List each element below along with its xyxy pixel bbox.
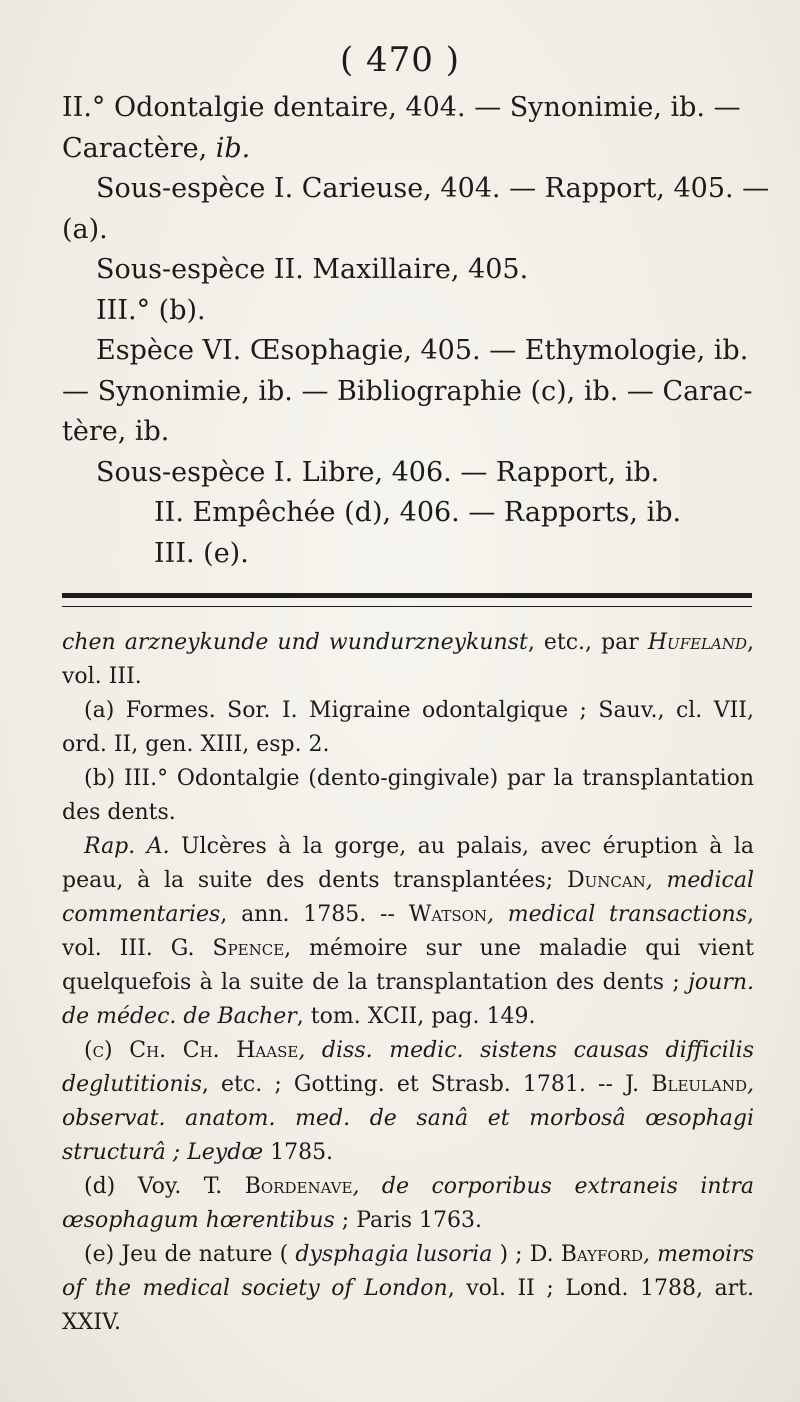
toc-line: Espèce VI. Œsophagie, 405. — Ethymologie, ib.	[96, 335, 749, 366]
footnote-continuation: chen arzneykunde und wundurzneykunst, etc., par Hufeland, vol. III.	[62, 630, 755, 689]
footnote-a: (a) Formes. Sor. I. Migraine odontalgique ; Sauv., cl. VII, ord. II, gen. XIII, esp. 2.	[62, 698, 754, 757]
footnote-c: (c) Ch. Ch. Haase, diss. medic. sistens causas difficilis deglutitionis, etc. ; Gotting. et Strasb. 1781. -- J. Bleuland, observat. anatom. med. de sanâ et morbosâ œsophagi structurâ ; Leydœ 1785.	[62, 1038, 755, 1165]
toc-line: III.° (b).	[96, 294, 206, 326]
toc-line: Caractère, ib.	[62, 132, 251, 164]
toc-line: III. (e).	[154, 537, 249, 569]
toc-line: — Synonimie, ib. — Bibliographie (c), ib. — Carac-	[62, 375, 753, 407]
toc-line: II. Empêchée (d), 406. — Rapports, ib.	[154, 497, 682, 528]
toc-line: Sous-espèce I. Carieuse, 404. — Rapport, 405. —	[96, 173, 770, 204]
footnote-rapport: Rap. A. Ulcères à la gorge, au palais, avec éruption à la peau, à la suite des dents transplantées; Duncan, medical commentaries, ann. 1785. -- Watson, medical transactions, vol. III. G. Spence, mémoire sur une maladie qui vient quelquefois à la suite de la transplantation des dents ; journ. de médec. de Bacher, tom. XCII, pag. 149.	[62, 834, 755, 1029]
footnote-b: (b) III.° Odontalgie (dento-gingivale) par la transplantation des dents.	[62, 766, 754, 825]
footnotes	[62, 626, 754, 1340]
footnote-separator-rule	[62, 593, 752, 607]
page-number: ( 470 )	[339, 40, 461, 80]
toc-line: Sous-espèce II. Maxillaire, 405.	[96, 254, 529, 285]
toc-line: (a).	[62, 213, 108, 245]
footnote-e: (e) Jeu de nature ( dysphagia lusoria ) ; D. Bayford, memoirs of the medical society of London, vol. II ; Lond. 1788, art. XXIV.	[62, 1242, 754, 1335]
footnote-d: (d) Voy. T. Bordenave, de corporibus extraneis intra œsophagum hœrentibus ; Paris 1763.	[62, 1174, 754, 1233]
toc-line: tère, ib.	[62, 416, 170, 447]
table-of-contents-body	[62, 88, 770, 574]
toc-line: II.° Odontalgie dentaire, 404. — Synonimie, ib. —	[62, 92, 741, 123]
toc-line: Sous-espèce I. Libre, 406. — Rapport, ib.	[96, 456, 660, 488]
